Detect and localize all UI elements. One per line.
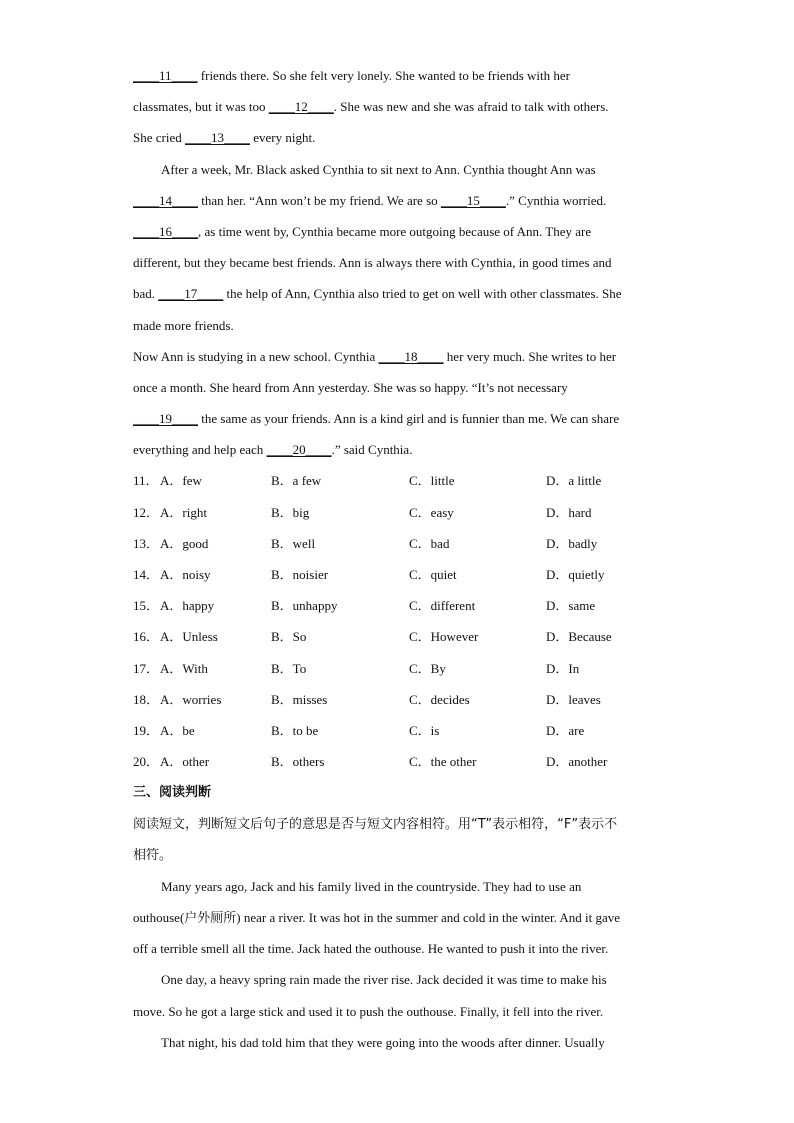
option-c: C．different (409, 598, 476, 614)
answer-blank: ____19____ (133, 411, 198, 427)
answer-blank: ____12____ (268, 99, 334, 115)
question-row (133, 715, 663, 746)
passage-text: made more friends. (133, 317, 234, 333)
option-d: D．hard (546, 504, 592, 520)
option-d: D．are (546, 722, 585, 738)
question-row (133, 559, 663, 590)
option-b: B．unhappy (271, 598, 338, 614)
answer-blank: ____15____ (440, 192, 506, 208)
passage-text: her very much. She writes to her (443, 348, 617, 364)
passage-line (133, 278, 663, 309)
option-b: B．others (271, 754, 325, 770)
question-row (133, 684, 663, 715)
option-a: A．happy (160, 598, 215, 614)
option-b: B．So (271, 629, 307, 645)
question-row (133, 465, 663, 496)
option-d: D．same (546, 598, 596, 614)
answer-blank: ____16____ (133, 223, 198, 239)
passage-text: the help of Ann, Cynthia also tried to get on well with other classmates. She (223, 286, 622, 302)
option-c: C．By (409, 660, 446, 676)
option-c: C．the other (409, 754, 477, 770)
passage-line: off a terrible smell all the time. Jack hated the outhouse. He wanted to push it into the river. (133, 941, 609, 957)
passage-text: classmates, but it was too (133, 99, 269, 115)
answer-blank: ____17____ (158, 286, 224, 302)
passage-text: , as time went by, Cynthia became more outgoing because of Ann. They are (198, 223, 592, 239)
option-b: B．a few (271, 473, 322, 489)
option-b: B．noisier (271, 567, 329, 582)
option-d: D．leaves (546, 691, 601, 707)
answer-blank: ____13____ (184, 130, 250, 146)
question-row (133, 528, 663, 559)
section-title: 三、阅读判断 (133, 785, 212, 801)
option-d: D．a little (546, 473, 602, 489)
question-row (133, 590, 663, 621)
answer-blank: ____18____ (378, 348, 444, 364)
question-number: 11． (133, 473, 159, 489)
passage-line (133, 154, 663, 185)
passage-line (133, 91, 663, 122)
option-b: B．well (271, 535, 316, 551)
question-row (133, 497, 663, 528)
option-c: C．decides (409, 691, 470, 707)
option-a: A．few (160, 473, 202, 489)
option-a: A．other (160, 754, 210, 770)
passage-text: different, but they became best friends. Ann is always there with Cynthia, in good times and (133, 255, 612, 271)
passage-line: outhouse(户外厕所) near a river. It was hot in the summer and cold in the winter. And it gave (133, 910, 621, 926)
passage-line: That night, his dad told him that they were going into the woods after dinner. Usually (161, 1034, 605, 1050)
passage-text: .” Cynthia worried. (505, 192, 607, 208)
cloze-options (133, 465, 663, 777)
document-page (133, 60, 663, 1058)
option-d: D．quietly (546, 567, 605, 582)
passage-line: move. So he got a large stick and used it to push the outhouse. Finally, it fell into the river. (133, 1003, 604, 1019)
question-number: 13． (133, 535, 160, 551)
passage-text: .” said Cynthia. (331, 442, 413, 458)
option-c: C．However (409, 629, 479, 645)
cloze-passage (133, 60, 663, 465)
option-b: B．To (271, 660, 307, 676)
answer-blank: ____20____ (266, 442, 332, 458)
option-d: D．another (546, 754, 608, 770)
option-c: C．is (409, 722, 440, 738)
option-d: D．badly (546, 535, 598, 551)
option-c: C．quiet (409, 567, 457, 582)
question-number: 17． (133, 660, 160, 676)
option-a: A．worries (160, 691, 222, 707)
reading-passage (133, 871, 663, 1058)
option-b: B．misses (271, 691, 328, 707)
option-a: A．With (160, 660, 208, 676)
option-b: B．big (271, 504, 310, 520)
passage-line (133, 434, 663, 465)
question-row (133, 653, 663, 684)
passage-line (133, 372, 663, 403)
question-number: 19． (133, 722, 160, 738)
passage-text: than her. “Ann won’t be my friend. We are so (198, 192, 441, 208)
question-row (133, 746, 663, 777)
question-number: 14． (133, 567, 160, 582)
section-instruction-line-1: 阅读短文，判断短文后句子的意思是否与短文内容相符。用“T”表示相符，“F”表示不 (133, 816, 618, 832)
passage-text: the same as your friends. Ann is a kind girl and is funnier than me. We can share (198, 411, 620, 427)
passage-line (133, 122, 663, 153)
question-number: 18． (133, 691, 160, 707)
answer-blank: ____11____ (133, 68, 198, 83)
section-instruction-line-2: 相符。 (133, 847, 173, 863)
answer-blank: ____14____ (133, 192, 198, 208)
passage-text: once a month. She heard from Ann yesterday. She was so happy. “It’s not necessary (133, 379, 568, 395)
option-a: A．noisy (160, 567, 211, 582)
option-c: C．little (409, 473, 455, 489)
option-a: A．good (160, 535, 209, 551)
passage-text: She cried (133, 130, 185, 146)
passage-line (133, 341, 663, 372)
passage-line (133, 185, 663, 216)
passage-line (133, 403, 663, 434)
question-number: 15． (133, 598, 160, 614)
passage-text: every night. (249, 130, 316, 146)
passage-line (133, 216, 663, 247)
passage-line: One day, a heavy spring rain made the river rise. Jack decided it was time to make his (161, 972, 607, 988)
passage-line (133, 60, 663, 91)
passage-line (133, 247, 663, 278)
option-d: D．Because (546, 629, 612, 645)
passage-text: . She was new and she was afraid to talk with others. (333, 99, 609, 115)
question-number: 16． (133, 629, 160, 645)
question-row (133, 621, 663, 652)
option-c: C．easy (409, 504, 454, 520)
option-c: C．bad (409, 535, 450, 551)
passage-line (133, 310, 663, 341)
passage-text: everything and help each (133, 442, 267, 458)
option-a: A．right (160, 504, 207, 520)
passage-text: bad. (133, 286, 159, 302)
passage-line: Many years ago, Jack and his family lived in the countryside. They had to use an (161, 878, 582, 894)
passage-text: Now Ann is studying in a new school. Cynthia (133, 348, 379, 364)
option-b: B．to be (271, 722, 319, 738)
option-d: D．In (546, 660, 580, 676)
option-a: A．Unless (160, 629, 218, 645)
question-number: 20． (133, 754, 160, 770)
question-number: 12． (133, 504, 160, 520)
passage-text: After a week, Mr. Black asked Cynthia to sit next to Ann. Cynthia thought Ann was (161, 161, 596, 177)
option-a: A．be (160, 722, 195, 738)
passage-text: friends there. So she felt very lonely. She wanted to be friends with her (197, 68, 570, 83)
